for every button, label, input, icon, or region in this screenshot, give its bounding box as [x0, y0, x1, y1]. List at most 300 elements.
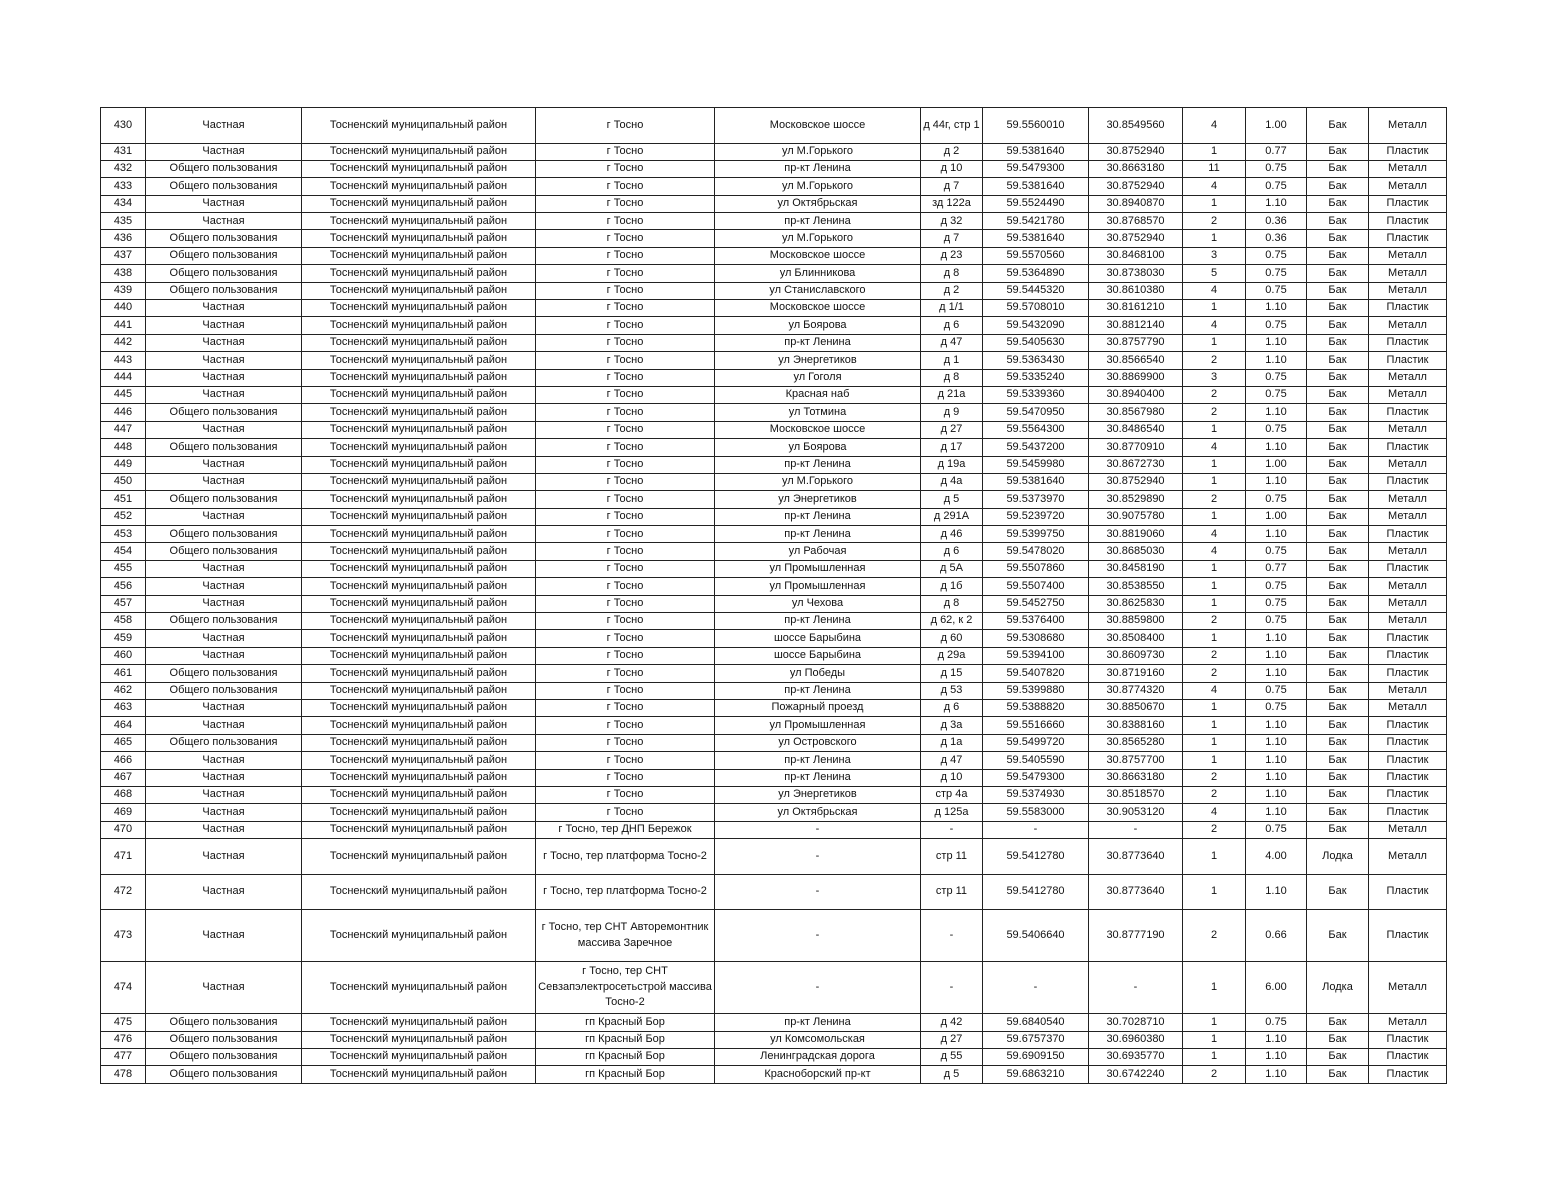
cell-container-count: 2 — [1183, 769, 1246, 786]
cell-house: д 15 — [921, 665, 983, 682]
cell-street: пр-кт Ленина — [715, 160, 921, 177]
cell-latitude: 59.5407820 — [983, 665, 1089, 682]
cell-settlement: г Тосно — [536, 508, 715, 525]
cell-row-number: 450 — [101, 473, 146, 490]
cell-district: Тосненский муниципальный район — [302, 386, 536, 403]
cell-row-number: 464 — [101, 717, 146, 734]
cell-district: Тосненский муниципальный район — [302, 647, 536, 664]
cell-latitude: 59.5339360 — [983, 386, 1089, 403]
cell-street: ул Боярова — [715, 439, 921, 456]
cell-volume: 1.00 — [1246, 508, 1307, 525]
cell-row-number: 444 — [101, 369, 146, 386]
cell-settlement: г Тосно — [536, 369, 715, 386]
cell-container-count: 2 — [1183, 352, 1246, 369]
table-row — [101, 421, 1447, 438]
cell-container-count: 1 — [1183, 1048, 1246, 1065]
cell-street: - — [715, 962, 921, 1014]
cell-house: - — [921, 821, 983, 838]
table-row — [101, 1031, 1447, 1048]
cell-street: - — [715, 821, 921, 838]
cell-house: д 60 — [921, 630, 983, 647]
cell-house: д 44г, стр 1 — [921, 108, 983, 144]
cell-latitude: 59.5421780 — [983, 213, 1089, 230]
cell-longitude: 30.8859800 — [1089, 613, 1183, 630]
cell-district: Тосненский муниципальный район — [302, 682, 536, 699]
cell-material: Металл — [1369, 1014, 1447, 1031]
table-row — [101, 369, 1447, 386]
table-row — [101, 108, 1447, 144]
cell-volume: 1.10 — [1246, 300, 1307, 317]
cell-street: шоссе Барыбина — [715, 647, 921, 664]
cell-ownership-type: Частная — [146, 874, 302, 910]
cell-district: Тосненский муниципальный район — [302, 560, 536, 577]
cell-house: д 27 — [921, 1031, 983, 1048]
cell-latitude: 59.5470950 — [983, 404, 1089, 421]
cell-container-type: Бак — [1307, 647, 1369, 664]
cell-row-number: 431 — [101, 143, 146, 160]
cell-settlement: г Тосно — [536, 647, 715, 664]
cell-container-count: 4 — [1183, 108, 1246, 144]
cell-row-number: 443 — [101, 352, 146, 369]
cell-container-type: Бак — [1307, 1031, 1369, 1048]
cell-container-count: 1 — [1183, 752, 1246, 769]
cell-district: Тосненский муниципальный район — [302, 1014, 536, 1031]
cell-ownership-type: Частная — [146, 821, 302, 838]
cell-street: пр-кт Ленина — [715, 752, 921, 769]
cell-container-count: 1 — [1183, 334, 1246, 351]
cell-house: д 6 — [921, 543, 983, 560]
cell-settlement: г Тосно — [536, 352, 715, 369]
cell-container-type: Бак — [1307, 334, 1369, 351]
cell-street: Красноборский пр-кт — [715, 1066, 921, 1083]
cell-volume: 0.75 — [1246, 543, 1307, 560]
cell-ownership-type: Частная — [146, 804, 302, 821]
cell-volume: 1.10 — [1246, 1066, 1307, 1083]
cell-latitude: 59.5437200 — [983, 439, 1089, 456]
table-row — [101, 178, 1447, 195]
cell-material: Металл — [1369, 456, 1447, 473]
table-row — [101, 682, 1447, 699]
table-row — [101, 247, 1447, 264]
cell-ownership-type: Частная — [146, 578, 302, 595]
table-row — [101, 334, 1447, 351]
cell-container-count: 3 — [1183, 247, 1246, 264]
cell-row-number: 455 — [101, 560, 146, 577]
cell-ownership-type: Общего пользования — [146, 230, 302, 247]
cell-material: Металл — [1369, 282, 1447, 299]
cell-longitude: 30.8768570 — [1089, 213, 1183, 230]
cell-latitude: 59.5516660 — [983, 717, 1089, 734]
cell-longitude: 30.8719160 — [1089, 665, 1183, 682]
cell-container-type: Бак — [1307, 230, 1369, 247]
cell-ownership-type: Частная — [146, 630, 302, 647]
table-row — [101, 526, 1447, 543]
cell-container-count: 1 — [1183, 195, 1246, 212]
cell-latitude: 59.6840540 — [983, 1014, 1089, 1031]
cell-settlement: г Тосно — [536, 804, 715, 821]
cell-ownership-type: Частная — [146, 317, 302, 334]
cell-longitude: 30.6935770 — [1089, 1048, 1183, 1065]
cell-street: пр-кт Ленина — [715, 769, 921, 786]
table-row — [101, 910, 1447, 962]
cell-container-count: 1 — [1183, 630, 1246, 647]
cell-row-number: 446 — [101, 404, 146, 421]
cell-container-type: Бак — [1307, 560, 1369, 577]
cell-house: д 62, к 2 — [921, 613, 983, 630]
cell-row-number: 467 — [101, 769, 146, 786]
cell-district: Тосненский муниципальный район — [302, 456, 536, 473]
cell-ownership-type: Общего пользования — [146, 439, 302, 456]
cell-settlement: г Тосно — [536, 143, 715, 160]
cell-ownership-type: Частная — [146, 369, 302, 386]
cell-longitude: 30.8940400 — [1089, 386, 1183, 403]
table-row — [101, 700, 1447, 717]
cell-volume: 0.75 — [1246, 682, 1307, 699]
cell-settlement: г Тосно — [536, 700, 715, 717]
table-row — [101, 543, 1447, 560]
cell-house: - — [921, 910, 983, 962]
cell-house: стр 4а — [921, 786, 983, 803]
cell-settlement: г Тосно — [536, 491, 715, 508]
cell-district: Тосненский муниципальный район — [302, 213, 536, 230]
cell-volume: 1.10 — [1246, 439, 1307, 456]
cell-house: д 8 — [921, 369, 983, 386]
cell-street: ул Рабочая — [715, 543, 921, 560]
cell-district: Тосненский муниципальный район — [302, 839, 536, 875]
cell-latitude: 59.6863210 — [983, 1066, 1089, 1083]
cell-house: д 55 — [921, 1048, 983, 1065]
cell-container-count: 1 — [1183, 421, 1246, 438]
cell-house: зд 122а — [921, 195, 983, 212]
cell-row-number: 434 — [101, 195, 146, 212]
cell-longitude: 30.8738030 — [1089, 265, 1183, 282]
cell-settlement: г Тосно — [536, 682, 715, 699]
cell-ownership-type: Общего пользования — [146, 1066, 302, 1083]
cell-container-count: 1 — [1183, 1031, 1246, 1048]
cell-volume: 1.00 — [1246, 456, 1307, 473]
cell-district: Тосненский муниципальный район — [302, 369, 536, 386]
cell-volume: 0.75 — [1246, 595, 1307, 612]
cell-ownership-type: Частная — [146, 647, 302, 664]
cell-settlement: г Тосно — [536, 543, 715, 560]
cell-street: Московское шоссе — [715, 300, 921, 317]
cell-settlement: г Тосно, тер платформа Тосно-2 — [536, 839, 715, 875]
cell-row-number: 454 — [101, 543, 146, 560]
cell-settlement: г Тосно — [536, 230, 715, 247]
cell-container-type: Бак — [1307, 804, 1369, 821]
cell-row-number: 461 — [101, 665, 146, 682]
cell-ownership-type: Частная — [146, 352, 302, 369]
cell-district: Тосненский муниципальный район — [302, 630, 536, 647]
cell-container-type: Бак — [1307, 682, 1369, 699]
cell-container-count: 1 — [1183, 560, 1246, 577]
cell-latitude: 59.5335240 — [983, 369, 1089, 386]
cell-row-number: 475 — [101, 1014, 146, 1031]
cell-latitude: 59.5373970 — [983, 491, 1089, 508]
cell-district: Тосненский муниципальный район — [302, 804, 536, 821]
cell-ownership-type: Общего пользования — [146, 404, 302, 421]
cell-house: д 19а — [921, 456, 983, 473]
table-row — [101, 1048, 1447, 1065]
cell-district: Тосненский муниципальный район — [302, 700, 536, 717]
table-row — [101, 143, 1447, 160]
cell-district: Тосненский муниципальный район — [302, 491, 536, 508]
cell-container-count: 1 — [1183, 700, 1246, 717]
cell-container-count: 5 — [1183, 265, 1246, 282]
cell-house: д 29а — [921, 647, 983, 664]
cell-district: Тосненский муниципальный район — [302, 665, 536, 682]
cell-ownership-type: Общего пользования — [146, 543, 302, 560]
cell-row-number: 478 — [101, 1066, 146, 1083]
cell-longitude: 30.7028710 — [1089, 1014, 1183, 1031]
cell-container-count: 2 — [1183, 821, 1246, 838]
cell-settlement: г Тосно — [536, 300, 715, 317]
table-row — [101, 265, 1447, 282]
cell-container-type: Бак — [1307, 317, 1369, 334]
cell-material: Металл — [1369, 508, 1447, 525]
cell-material: Металл — [1369, 700, 1447, 717]
cell-longitude: 30.8752940 — [1089, 473, 1183, 490]
table-row — [101, 300, 1447, 317]
cell-container-type: Лодка — [1307, 962, 1369, 1014]
cell-district: Тосненский муниципальный район — [302, 613, 536, 630]
cell-settlement: г Тосно, тер СНТ Авторемонтник массива Заречное — [536, 910, 715, 962]
cell-ownership-type: Частная — [146, 839, 302, 875]
cell-longitude: 30.8529890 — [1089, 491, 1183, 508]
cell-latitude: 59.5412780 — [983, 839, 1089, 875]
cell-material: Пластик — [1369, 734, 1447, 751]
cell-longitude: 30.9053120 — [1089, 804, 1183, 821]
cell-material: Пластик — [1369, 560, 1447, 577]
cell-street: ул Тотмина — [715, 404, 921, 421]
cell-container-type: Бак — [1307, 282, 1369, 299]
cell-container-type: Бак — [1307, 613, 1369, 630]
cell-container-type: Бак — [1307, 439, 1369, 456]
table-row — [101, 282, 1447, 299]
cell-longitude: 30.8685030 — [1089, 543, 1183, 560]
cell-material: Металл — [1369, 682, 1447, 699]
cell-street: ул Промышленная — [715, 560, 921, 577]
cell-container-type: Бак — [1307, 473, 1369, 490]
cell-container-count: 4 — [1183, 682, 1246, 699]
cell-longitude: 30.8773640 — [1089, 839, 1183, 875]
cell-volume: 1.00 — [1246, 108, 1307, 144]
cell-ownership-type: Частная — [146, 700, 302, 717]
cell-settlement: г Тосно — [536, 752, 715, 769]
cell-material: Пластик — [1369, 1066, 1447, 1083]
cell-row-number: 433 — [101, 178, 146, 195]
table-row — [101, 962, 1447, 1014]
cell-container-type: Бак — [1307, 1048, 1369, 1065]
cell-settlement: г Тосно — [536, 595, 715, 612]
cell-district: Тосненский муниципальный район — [302, 821, 536, 838]
cell-district: Тосненский муниципальный район — [302, 473, 536, 490]
cell-material: Металл — [1369, 613, 1447, 630]
cell-settlement: г Тосно — [536, 386, 715, 403]
cell-ownership-type: Общего пользования — [146, 491, 302, 508]
cell-street: Московское шоссе — [715, 421, 921, 438]
cell-container-type: Бак — [1307, 700, 1369, 717]
cell-row-number: 456 — [101, 578, 146, 595]
cell-volume: 0.75 — [1246, 613, 1307, 630]
cell-district: Тосненский муниципальный район — [302, 717, 536, 734]
cell-container-count: 11 — [1183, 160, 1246, 177]
cell-longitude: 30.8663180 — [1089, 769, 1183, 786]
cell-material: Пластик — [1369, 804, 1447, 821]
cell-container-type: Бак — [1307, 160, 1369, 177]
cell-container-type: Бак — [1307, 421, 1369, 438]
cell-volume: 1.10 — [1246, 404, 1307, 421]
cell-street: ул Блинникова — [715, 265, 921, 282]
cell-longitude: 30.8869900 — [1089, 369, 1183, 386]
cell-container-count: 2 — [1183, 910, 1246, 962]
cell-container-count: 1 — [1183, 717, 1246, 734]
cell-ownership-type: Частная — [146, 456, 302, 473]
cell-street: - — [715, 874, 921, 910]
cell-row-number: 452 — [101, 508, 146, 525]
cell-container-type: Бак — [1307, 352, 1369, 369]
cell-container-count: 2 — [1183, 213, 1246, 230]
cell-ownership-type: Частная — [146, 508, 302, 525]
cell-longitude: 30.8468100 — [1089, 247, 1183, 264]
cell-district: Тосненский муниципальный район — [302, 526, 536, 543]
cell-district: Тосненский муниципальный район — [302, 230, 536, 247]
table-row — [101, 804, 1447, 821]
cell-longitude: 30.8518570 — [1089, 786, 1183, 803]
cell-settlement: г Тосно — [536, 613, 715, 630]
cell-row-number: 453 — [101, 526, 146, 543]
cell-volume: 1.10 — [1246, 630, 1307, 647]
cell-latitude: 59.5570560 — [983, 247, 1089, 264]
cell-container-type: Лодка — [1307, 839, 1369, 875]
cell-latitude: 59.5507400 — [983, 578, 1089, 595]
cell-ownership-type: Общего пользования — [146, 247, 302, 264]
cell-street: пр-кт Ленина — [715, 213, 921, 230]
cell-container-type: Бак — [1307, 1066, 1369, 1083]
cell-container-type: Бак — [1307, 1014, 1369, 1031]
table-row — [101, 786, 1447, 803]
cell-container-count: 1 — [1183, 230, 1246, 247]
cell-ownership-type: Общего пользования — [146, 613, 302, 630]
cell-latitude: 59.5364890 — [983, 265, 1089, 282]
cell-street: ул Станиславского — [715, 282, 921, 299]
cell-longitude: 30.8752940 — [1089, 230, 1183, 247]
cell-house: д 8 — [921, 595, 983, 612]
cell-material: Металл — [1369, 821, 1447, 838]
container-sites-table — [100, 107, 1447, 1084]
cell-ownership-type: Частная — [146, 962, 302, 1014]
cell-house: д 4а — [921, 473, 983, 490]
cell-latitude: 59.5399880 — [983, 682, 1089, 699]
cell-latitude: 59.5560010 — [983, 108, 1089, 144]
cell-volume: 1.10 — [1246, 647, 1307, 664]
cell-latitude: 59.5406640 — [983, 910, 1089, 962]
cell-container-count: 1 — [1183, 734, 1246, 751]
cell-house: д 7 — [921, 230, 983, 247]
cell-longitude: 30.6742240 — [1089, 1066, 1183, 1083]
cell-district: Тосненский муниципальный район — [302, 108, 536, 144]
cell-street: пр-кт Ленина — [715, 456, 921, 473]
cell-latitude: 59.5381640 — [983, 143, 1089, 160]
cell-longitude: 30.8566540 — [1089, 352, 1183, 369]
cell-district: Тосненский муниципальный район — [302, 334, 536, 351]
cell-street: Московское шоссе — [715, 247, 921, 264]
cell-longitude: 30.8777190 — [1089, 910, 1183, 962]
cell-material: Пластик — [1369, 874, 1447, 910]
cell-house: д 47 — [921, 752, 983, 769]
cell-street: Пожарный проезд — [715, 700, 921, 717]
cell-longitude: 30.8610380 — [1089, 282, 1183, 299]
cell-material: Металл — [1369, 108, 1447, 144]
cell-settlement: гп Красный Бор — [536, 1031, 715, 1048]
cell-settlement: г Тосно — [536, 160, 715, 177]
cell-row-number: 465 — [101, 734, 146, 751]
cell-container-type: Бак — [1307, 369, 1369, 386]
table-row — [101, 213, 1447, 230]
cell-material: Металл — [1369, 595, 1447, 612]
cell-latitude: 59.5399750 — [983, 526, 1089, 543]
cell-container-type: Бак — [1307, 752, 1369, 769]
cell-material: Металл — [1369, 317, 1447, 334]
cell-settlement: г Тосно — [536, 265, 715, 282]
cell-row-number: 472 — [101, 874, 146, 910]
cell-latitude: 59.6757370 — [983, 1031, 1089, 1048]
cell-container-count: 1 — [1183, 595, 1246, 612]
cell-container-type: Бак — [1307, 265, 1369, 282]
cell-longitude: 30.8757790 — [1089, 334, 1183, 351]
cell-house: д 1 — [921, 352, 983, 369]
table-row — [101, 508, 1447, 525]
cell-container-type: Бак — [1307, 578, 1369, 595]
table-row — [101, 491, 1447, 508]
cell-settlement: г Тосно — [536, 195, 715, 212]
cell-volume: 0.75 — [1246, 369, 1307, 386]
cell-container-type: Бак — [1307, 717, 1369, 734]
cell-house: д 2 — [921, 143, 983, 160]
cell-latitude: 59.5479300 — [983, 769, 1089, 786]
cell-district: Тосненский муниципальный район — [302, 962, 536, 1014]
cell-material: Пластик — [1369, 769, 1447, 786]
cell-street: пр-кт Ленина — [715, 613, 921, 630]
cell-material: Пластик — [1369, 230, 1447, 247]
cell-settlement: г Тосно — [536, 578, 715, 595]
cell-house: д 10 — [921, 160, 983, 177]
cell-volume: 0.77 — [1246, 560, 1307, 577]
cell-district: Тосненский муниципальный район — [302, 734, 536, 751]
cell-material: Металл — [1369, 160, 1447, 177]
table-row — [101, 647, 1447, 664]
cell-latitude: 59.5374930 — [983, 786, 1089, 803]
cell-house: д 2 — [921, 282, 983, 299]
cell-volume: 4.00 — [1246, 839, 1307, 875]
cell-material: Пластик — [1369, 334, 1447, 351]
cell-row-number: 471 — [101, 839, 146, 875]
cell-container-type: Бак — [1307, 491, 1369, 508]
cell-ownership-type: Общего пользования — [146, 1031, 302, 1048]
cell-house: д 5 — [921, 1066, 983, 1083]
cell-district: Тосненский муниципальный район — [302, 265, 536, 282]
cell-street: ул Промышленная — [715, 578, 921, 595]
table-row — [101, 439, 1447, 456]
cell-latitude: 59.5381640 — [983, 230, 1089, 247]
cell-latitude: 59.5499720 — [983, 734, 1089, 751]
cell-street: ул Островского — [715, 734, 921, 751]
cell-container-type: Бак — [1307, 300, 1369, 317]
cell-district: Тосненский муниципальный район — [302, 282, 536, 299]
cell-ownership-type: Частная — [146, 560, 302, 577]
cell-container-count: 3 — [1183, 369, 1246, 386]
cell-longitude: 30.8770910 — [1089, 439, 1183, 456]
